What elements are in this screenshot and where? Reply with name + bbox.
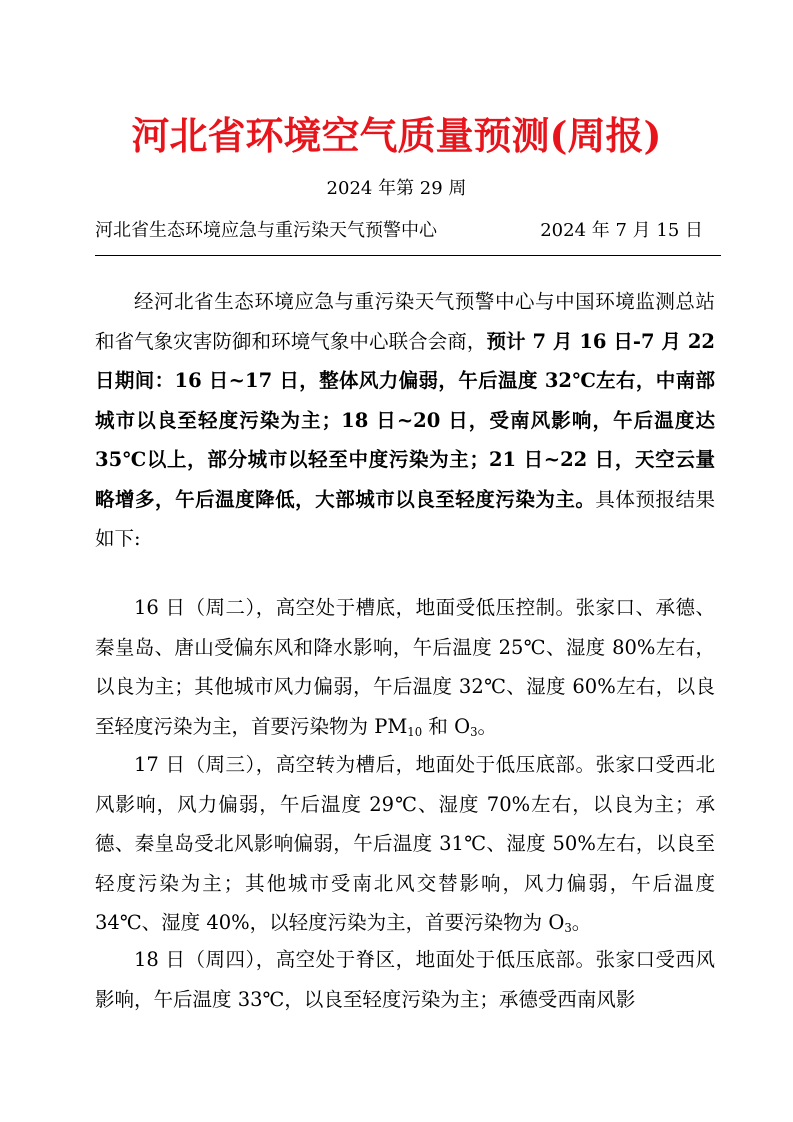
week-label: 2024 年第 29 周 [326, 178, 467, 199]
day17-sub-o3: 3 [564, 920, 572, 935]
forecast-day16 [95, 588, 715, 746]
forecast-day17 [95, 745, 715, 943]
summary-highlight: 预计 7 月 16 日-7 月 22 日期间：16 日~17 日，整体风力偏弱，午后温度 32℃左右，中南部城市以良至轻度污染为主；18 日~20 日，受南风影响，午后温度达 35℃以上，部分城市以轻至中度污染为主；21 日~22 日，天空云量略增多，午后温度降低，大部城市以良至轻度污染为主。 [95, 329, 715, 511]
forecast-day18 [95, 940, 715, 1019]
summary-intro: 经河北省生态环境应急与重污染天气预警中心与中国环境监测总站和省气象灾害防御和环境气象中心联合会商， [95, 290, 715, 353]
summary-paragraph [95, 282, 715, 559]
issue-date: 2024 年 7 月 15 日 [540, 220, 703, 241]
day16-end: 。 [477, 714, 498, 738]
day17-text: 17 日（周三），高空转为槽后，地面处于低压底部。张家口受西北风影响，风力偏弱，午后温度 29℃、湿度 70%左右，以良为主；承德、秦皇岛受北风影响偏弱，午后温度 31℃、湿度 50%左右，以良至轻度污染为主；其他城市受南北风交替影响，风力偏弱，午后温度 34℃、湿度 40%，以轻度污染为主，首要污染物为 O [95, 753, 715, 934]
day18-text: 18 日（周四），高空处于脊区，地面处于低压底部。张家口受西风影响，午后温度 33℃，以良至轻度污染为主；承德受西南风影 [95, 948, 715, 1011]
header-divider [95, 255, 721, 256]
day17-end: 。 [571, 911, 592, 934]
page-title: 河北省环境空气质量预测(周报) [131, 113, 662, 158]
day16-sub-o3: 3 [470, 724, 478, 739]
issuer-label: 河北省生态环境应急与重污染天气预警中心 [95, 220, 437, 241]
summary-outro: 具体预报结果如下: [95, 487, 715, 550]
day16-mid: 和 O [422, 714, 471, 738]
day16-text: 16 日（周二），高空处于槽底，地面受低压控制。张家口、承德、秦皇岛、唐山受偏东风和降水影响，午后温度 25℃、湿度 80%左右，以良为主；其他城市风力偏弱，午后温度 32℃、湿度 60%左右，以良至轻度污染为主，首要污染物为 PM [95, 596, 715, 738]
day16-sub-pm: 10 [407, 724, 423, 739]
